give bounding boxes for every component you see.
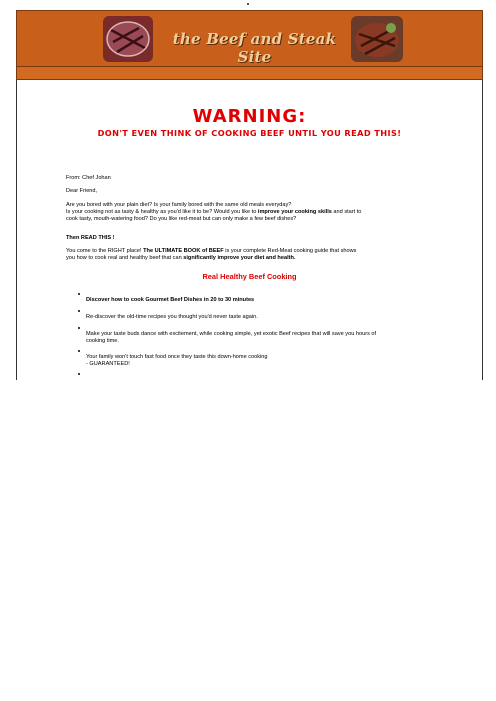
- bullet-dot: [78, 373, 80, 375]
- bullet-item-cont: - GUARANTEED!: [86, 361, 130, 367]
- intro-2b: improve your cooking skills: [257, 209, 332, 215]
- bullet-item-cont: cooking time.: [86, 338, 119, 344]
- bullet-item: Your family won't touch fast food once they taste this down-home cooking: [86, 354, 268, 360]
- page: [16, 10, 483, 380]
- header-stripe: [16, 67, 483, 80]
- section-heading: Real Healthy Beef Cooking: [202, 272, 297, 281]
- from-line: From: Chef Johan: [66, 175, 111, 181]
- warning-title: WARNING:: [192, 106, 307, 127]
- pitch-1b: The ULTIMATE BOOK of BEEF: [143, 248, 224, 254]
- main-content: [16, 80, 483, 380]
- then-read: Then READ THIS !: [66, 235, 115, 241]
- bullet-item: Make your taste buds dance with excitement, while cooking simple, yet exotic Beef recipes that will save you hours of: [86, 331, 377, 337]
- intro-2c: and start to: [331, 209, 362, 215]
- greeting: Dear Friend,: [66, 188, 98, 194]
- site-logo[interactable]: [103, 16, 403, 66]
- pitch-1c: is your complete Red-Meat cooking guide that shows: [223, 248, 357, 254]
- pitch-2b: significantly improve your diet and health.: [183, 255, 296, 261]
- intro-line-1: Are you bored with your plain diet? Is your family bored with the same old meals everyday?: [66, 202, 292, 208]
- bullet-dot: [78, 310, 80, 312]
- pitch-1a: You come to the RIGHT place!: [66, 248, 144, 254]
- intro-line-3: cook tasty, mouth-watering food? Do you like red-meat but can only make a few beef dishes?: [66, 216, 297, 222]
- header-banner: [16, 10, 483, 67]
- pitch-line-2: [66, 255, 426, 262]
- steak-image-right: [351, 16, 403, 62]
- bullet-item: Discover how to cook Gourmet Beef Dishes in 20 to 30 minutes: [86, 297, 255, 303]
- bullet-dot: [78, 327, 80, 329]
- bullet-item: Re-discover the old-time recipes you thought you'd never taste again.: [86, 314, 258, 320]
- pitch-2a: you how to cook real and healthy beef that can: [66, 255, 184, 261]
- logo-text: the Beef and Steak Site: [172, 30, 337, 66]
- steak-image-left: [103, 16, 153, 62]
- warning-subtitle: DON'T EVEN THINK OF COOKING BEEF UNTIL YOU READ THIS!: [97, 128, 402, 138]
- top-marker: [247, 3, 249, 5]
- bullet-dot: [78, 293, 80, 295]
- bullet-dot: [78, 350, 80, 352]
- intro-2a: Is your cooking not as tasty & healthy as you'd like it to be? Would you like to: [66, 209, 258, 215]
